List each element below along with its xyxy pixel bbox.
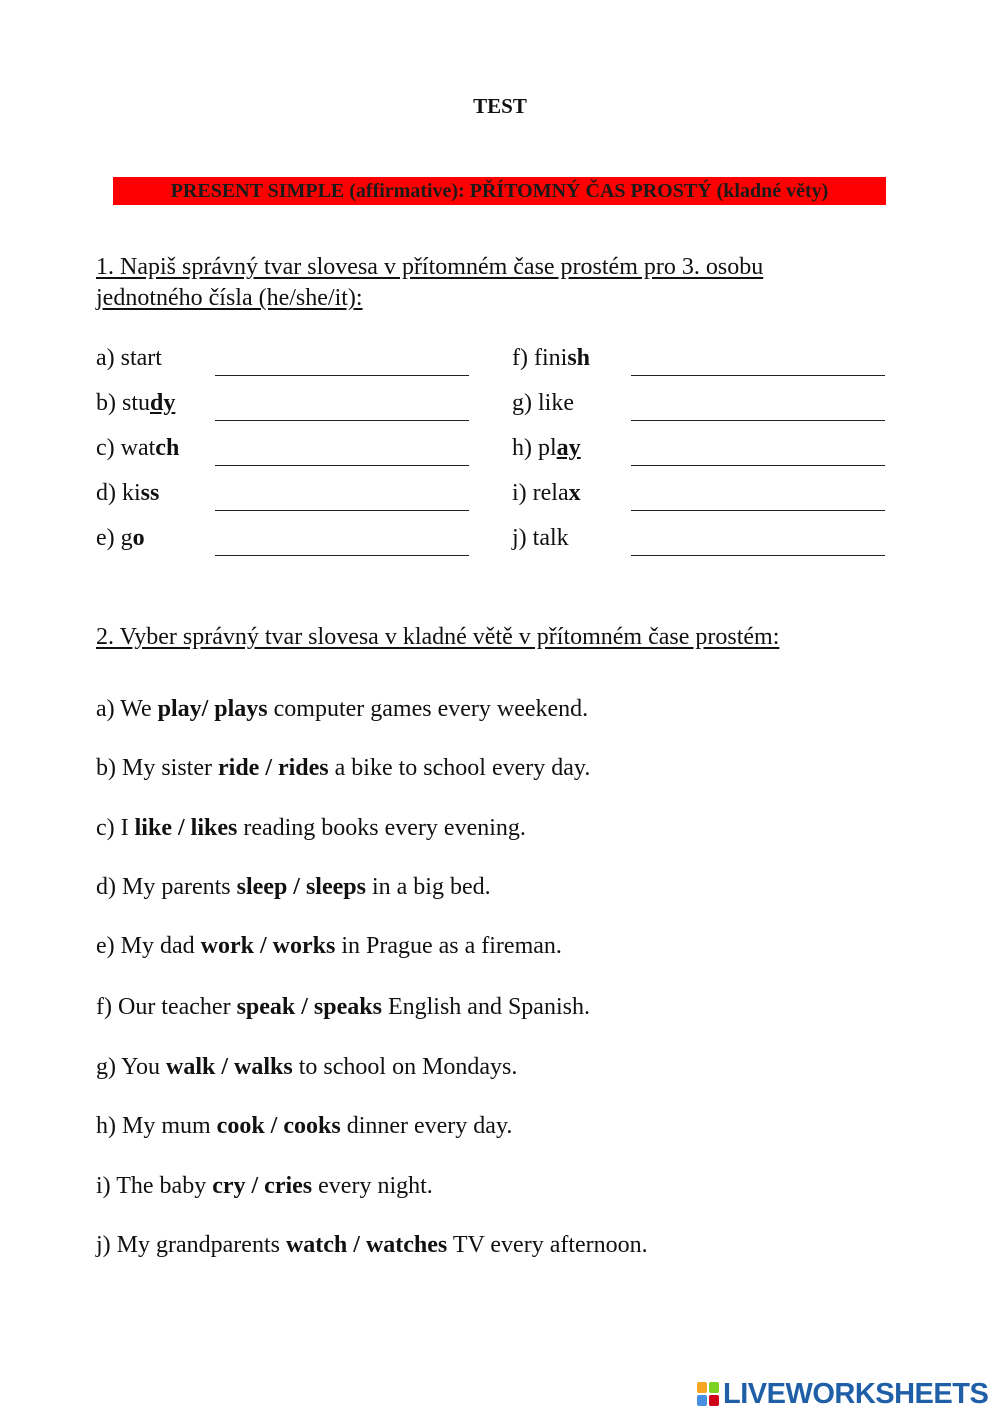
- verb-label: a) start: [96, 345, 162, 371]
- sentence-item: g) You walk / walks to school on Mondays.: [96, 1054, 518, 1080]
- verb-label: i) relax: [512, 480, 581, 506]
- verb-choice[interactable]: speak / speaks: [236, 994, 382, 1020]
- verb-choice[interactable]: cry / cries: [212, 1173, 313, 1199]
- answer-blank[interactable]: [631, 375, 885, 376]
- verb-row: [96, 435, 896, 475]
- verb-choice[interactable]: sleep / sleeps: [236, 874, 366, 900]
- answer-blank[interactable]: [215, 555, 469, 556]
- sentence-item: f) Our teacher speak / speaks English and Spanish.: [96, 994, 590, 1020]
- sentence-item: e) My dad work / works in Prague as a fireman.: [96, 933, 562, 959]
- topic-banner: PRESENT SIMPLE (affirmative): PŘÍTOMNÝ ČAS PROSTÝ (kladné věty): [113, 177, 886, 205]
- verb-label: d) kiss: [96, 480, 160, 506]
- answer-blank[interactable]: [215, 375, 469, 376]
- sentence-item: b) My sister ride / rides a bike to school every day.: [96, 755, 591, 781]
- verb-row: [96, 480, 896, 520]
- verb-choice[interactable]: watch / watches: [285, 1232, 448, 1258]
- verb-label: e) go: [96, 525, 145, 551]
- sentence-item: c) I like / likes reading books every evening.: [96, 815, 526, 841]
- exercise-1-instruction: 1. Napiš správný tvar slovesa v přítomném čase prostém pro 3. osobu jednotného čísla (he/she/it):: [96, 254, 764, 311]
- answer-blank[interactable]: [215, 420, 469, 421]
- answer-blank[interactable]: [631, 465, 885, 466]
- verb-label: f) finish: [512, 345, 590, 371]
- verb-label: b) study: [96, 390, 176, 416]
- verb-label: g) like: [512, 390, 574, 416]
- answer-blank[interactable]: [631, 555, 885, 556]
- verb-label: j) talk: [512, 525, 569, 551]
- verb-choice[interactable]: like / likes: [134, 815, 238, 841]
- verb-row: [96, 525, 896, 565]
- verb-row: [96, 390, 896, 430]
- logo-text: LIVEWORKSHEETS: [723, 1377, 989, 1410]
- verb-label: c) watch: [96, 435, 180, 461]
- verb-choice[interactable]: work / works: [200, 933, 336, 959]
- page-title: TEST: [473, 94, 527, 118]
- sentence-item: d) My parents sleep / sleeps in a big bed.: [96, 874, 491, 900]
- exercise-2-instruction: 2. Vyber správný tvar slovesa v kladné větě v přítomném čase prostém:: [96, 624, 780, 650]
- sentence-item: j) My grandparents watch / watches TV every afternoon.: [96, 1232, 648, 1258]
- verb-row: [96, 345, 896, 385]
- sentence-item: i) The baby cry / cries every night.: [96, 1173, 433, 1199]
- answer-blank[interactable]: [631, 420, 885, 421]
- logo-mark-icon: [697, 1382, 719, 1406]
- sentence-item: a) We play/ plays computer games every weekend.: [96, 696, 589, 722]
- verb-choice[interactable]: cook / cooks: [216, 1113, 341, 1139]
- liveworksheets-logo: [697, 1378, 988, 1410]
- verb-choice[interactable]: play/ plays: [157, 696, 268, 722]
- answer-blank[interactable]: [631, 510, 885, 511]
- verb-label: h) play: [512, 435, 581, 461]
- answer-blank[interactable]: [215, 465, 469, 466]
- verb-choice[interactable]: walk / walks: [166, 1054, 293, 1080]
- sentence-item: h) My mum cook / cooks dinner every day.: [96, 1113, 513, 1139]
- answer-blank[interactable]: [215, 510, 469, 511]
- verb-choice[interactable]: ride / rides: [218, 755, 329, 781]
